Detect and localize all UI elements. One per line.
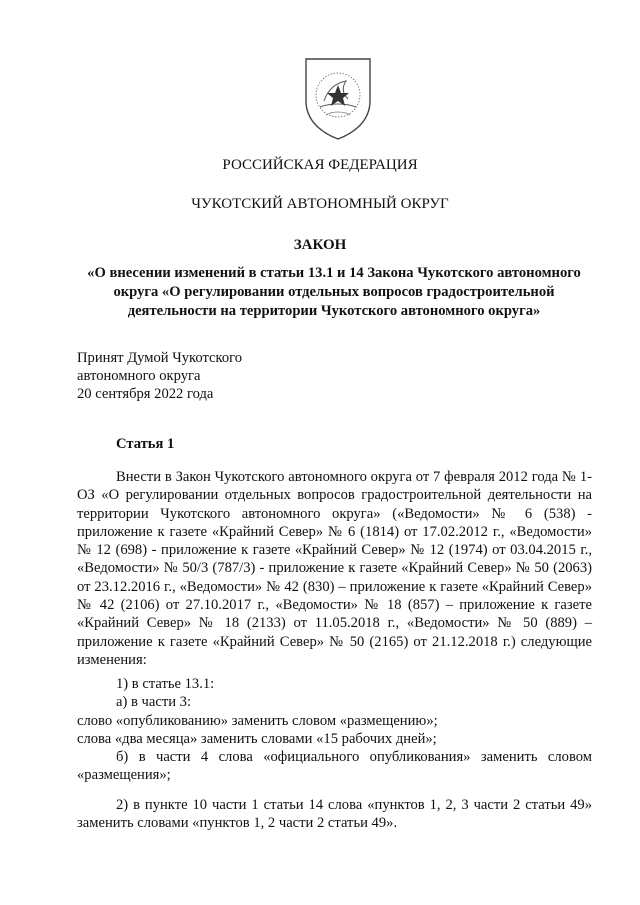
list-item: слово «опубликованию» заменить словом «размещению»; bbox=[77, 712, 438, 729]
amendments-list bbox=[77, 675, 592, 785]
amendment-item-2 bbox=[77, 796, 592, 833]
list-item: 1) в статье 13.1: bbox=[116, 676, 215, 692]
list-item: б) в части 4 слова «официального опубликования» заменить словом «размещения»; bbox=[77, 749, 592, 784]
list-item: слова «два месяца» заменить словами «15 рабочих дней»; bbox=[77, 730, 437, 747]
adoption-line-2: автономного округа bbox=[77, 368, 201, 384]
article-intro-paragraph: Внести в Закон Чукотского автономного округа от 7 февраля 2012 года № 1-ОЗ «О регулировании отдельных вопросов градостроительной деятельности на территории Чукотского автономного округа» («Ведомости» № 6 (538) - приложение к газете «Крайний Север» № 6 (1814) от 17.02.2012 г., «Ведомости» № 12 (698) - приложение к газете «Крайний Север» № 12 (1974) от 03.04.2015 г., «Ведомости» № 50/3 (787/3) - приложение к газете «Крайний Север» № 50 (2063) от 23.12.2016 г., «Ведомости» № 42 (830) – приложение к газете «Крайний Север» № 42 (2106) от 27.10.2017 г., «Ведомости» № 18 (857) – приложение к газете «Крайний Север» № 18 (2133) от 11.05.2018 г., «Ведомости» № 50 (889) – приложение к газете «Крайний Север» № 50 (2165) от 21.12.2018 г.) следующие изменения: bbox=[77, 469, 592, 668]
adoption-line-1: Принят Думой Чукотского bbox=[77, 350, 243, 366]
region-name: ЧУКОТСКИЙ АВТОНОМНЫЙ ОКРУГ bbox=[191, 196, 449, 212]
country-name: РОССИЙСКАЯ ФЕДЕРАЦИЯ bbox=[222, 157, 418, 173]
law-title: «О внесении изменений в статьи 13.1 и 14 Закона Чукотского автономного округа «О регулировании отдельных вопросов градостроительной деятельности на территории Чукотского автономного округа» bbox=[87, 265, 581, 319]
article-body bbox=[77, 468, 592, 669]
document-type: ЗАКОН bbox=[293, 237, 347, 253]
adoption-date: 20 сентября 2022 года bbox=[77, 386, 214, 402]
list-item: а) в части 3: bbox=[116, 694, 192, 711]
list-item: 2) в пункте 10 части 1 статьи 14 слова «пунктов 1, 2, 3 части 2 статьи 49» заменить словами «пунктов 1, 2 части 2 статьи 49». bbox=[77, 797, 592, 832]
chukotka-coat-of-arms-icon bbox=[302, 55, 374, 141]
article-heading: Статья 1 bbox=[116, 436, 175, 452]
